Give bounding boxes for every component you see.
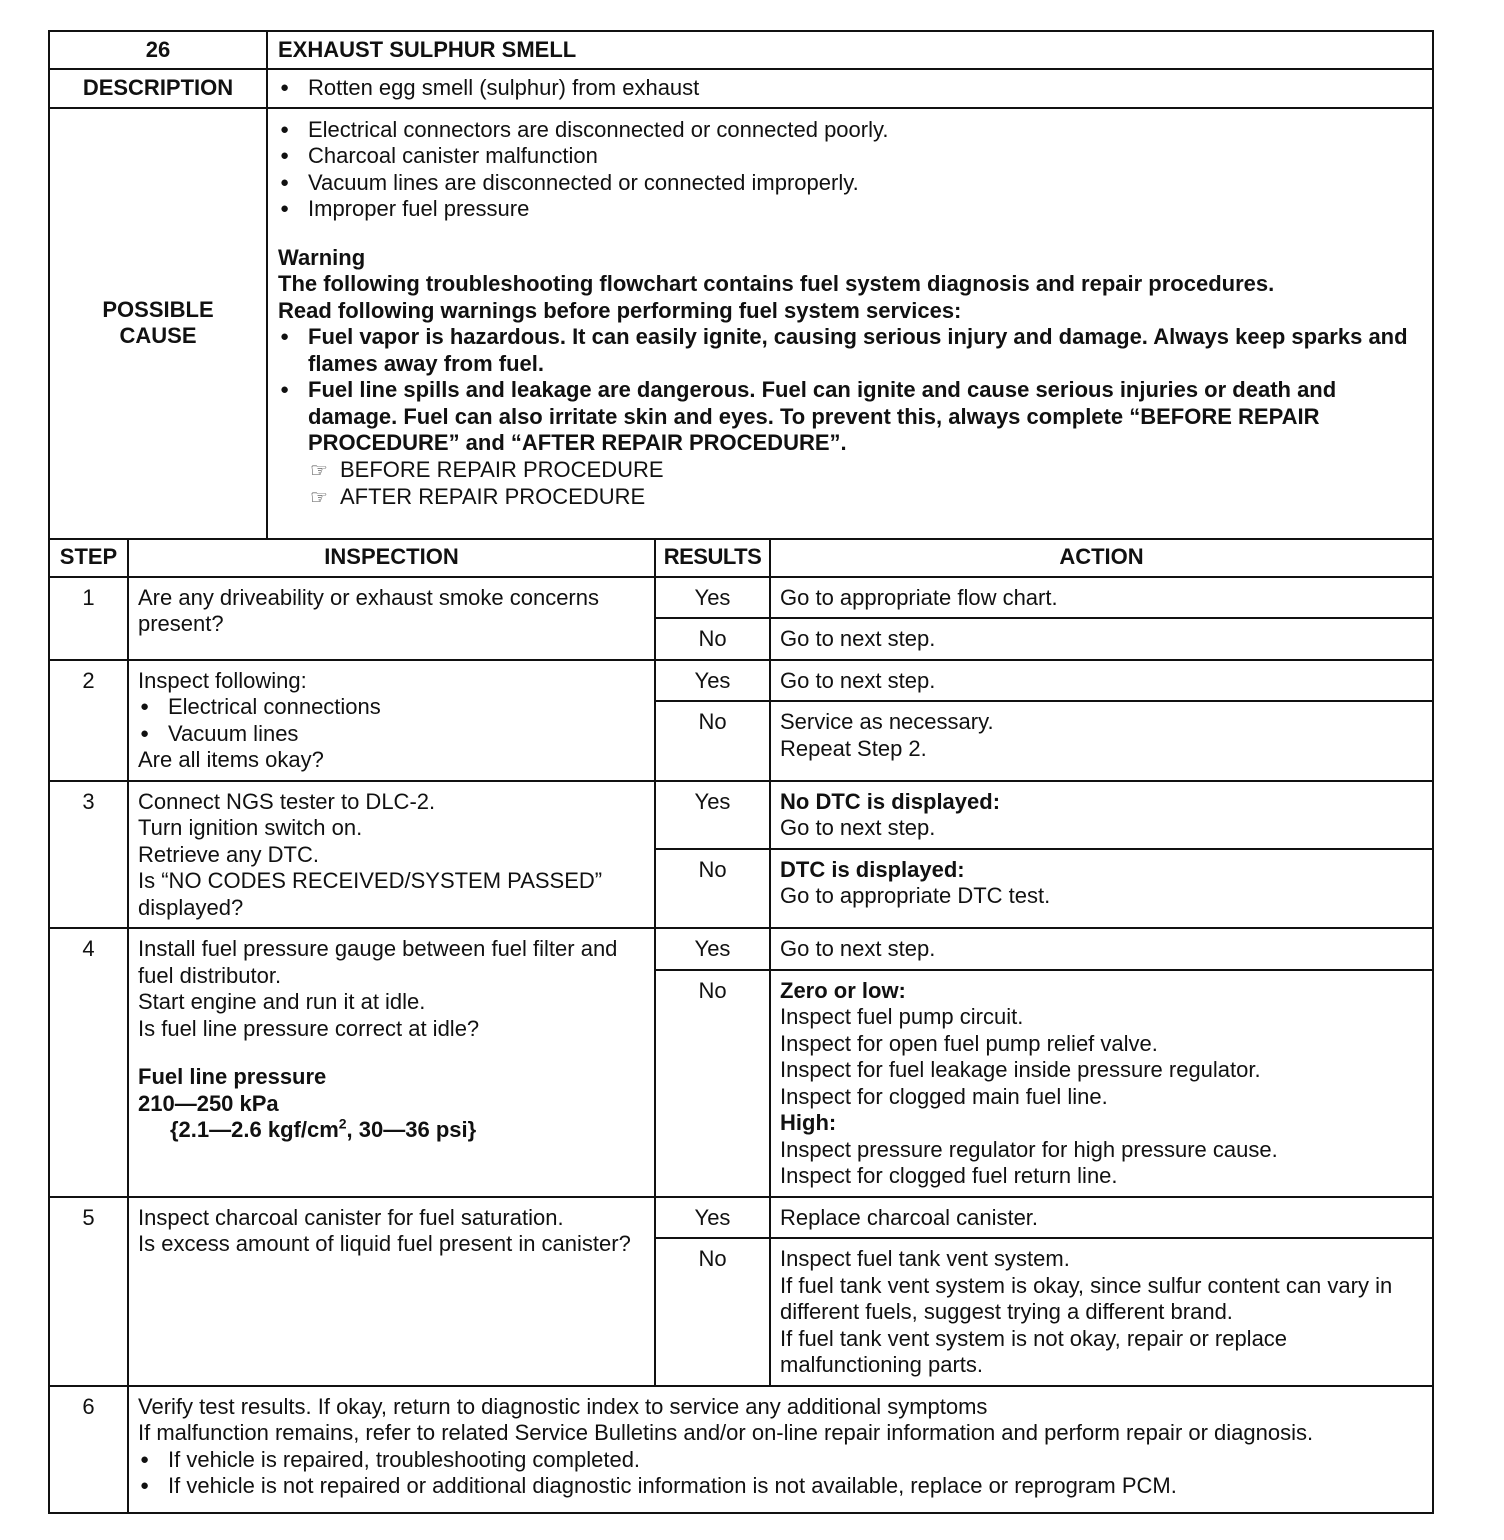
header-table <box>48 30 1434 540</box>
step-6-inspection <box>128 1386 1433 1513</box>
step-number: 4 <box>49 928 128 1197</box>
step-3-yes-row <box>49 781 1433 849</box>
action-line: Inspect fuel pump circuit. <box>780 1004 1024 1029</box>
step-number: 6 <box>49 1386 128 1513</box>
step-number: 1 <box>49 577 128 660</box>
warning-item: ● Fuel vapor is hazardous. It can easily ignite, causing serious injury and damage. Always keep sparks and flames away from fuel. <box>278 324 1422 377</box>
inspection-list <box>138 1447 1424 1500</box>
step-6-row <box>49 1386 1433 1513</box>
inspection-line: Turn ignition switch on. <box>138 815 363 840</box>
possible-cause-label-line-2: CAUSE <box>119 323 197 348</box>
warning-line: Read following warnings before performing fuel system services: <box>278 297 962 323</box>
description-label: DESCRIPTION <box>49 69 267 108</box>
action-line: Inspect for fuel leakage inside pressure regulator. <box>780 1057 1261 1082</box>
inspection-line: Connect NGS tester to DLC-2. <box>138 788 436 814</box>
spec-value: 210—250 kPa <box>138 1090 279 1116</box>
pointing-hand-icon: ☞ <box>310 487 328 509</box>
procedure-number: 26 <box>49 31 267 69</box>
action-line: Go to next step. <box>780 815 936 840</box>
inspection-line: Is excess amount of liquid fuel present in canister? <box>138 1231 631 1256</box>
cause-item: ● Vacuum lines are disconnected or connected improperly. <box>278 170 1422 197</box>
possible-cause-label <box>49 108 267 539</box>
inspection-line: Is fuel line pressure correct at idle? <box>138 1015 480 1041</box>
action-yes: Go to next step. <box>770 660 1433 702</box>
action-no <box>770 970 1433 1197</box>
action-no <box>770 701 1433 781</box>
inspection-line: Is “NO CODES RECEIVED/SYSTEM PASSED” displayed? <box>138 868 603 920</box>
step-1-inspection: Are any driveability or exhaust smoke concerns present? <box>128 577 655 660</box>
warning-item: ● Fuel line spills and leakage are dangerous. Fuel can ignite and cause serious injuries or death and damage. Fuel can also irritate skin and eyes. To prevent this, always complete “BEFORE REPAIR PROCEDURE” and “AFTER REPAIR PROCEDURE”. <box>278 377 1422 457</box>
inspection-line: Install fuel pressure gauge between fuel filter and fuel distributor. <box>138 936 618 988</box>
spec-alt-b: , 30—36 psi} <box>346 1117 477 1142</box>
description-list <box>278 75 1422 102</box>
warning-block <box>278 245 1422 457</box>
action-yes: Go to next step. <box>770 928 1433 970</box>
result-no: No <box>655 849 770 929</box>
result-yes: Yes <box>655 781 770 849</box>
result-yes: Yes <box>655 1197 770 1239</box>
action-line: Inspect fuel tank vent system. <box>780 1246 1070 1271</box>
step-2-yes-row <box>49 660 1433 702</box>
inspection-line: If malfunction remains, refer to related Service Bulletins and/or on-line repair information and perform repair or diagnosis. <box>138 1420 1314 1445</box>
step-5-inspection <box>128 1197 655 1386</box>
step-4-yes-row <box>49 928 1433 970</box>
title-row <box>49 31 1433 69</box>
spec-title: Fuel line pressure <box>138 1064 327 1089</box>
inspection-line: Inspect charcoal canister for fuel saturation. <box>138 1204 564 1230</box>
action-no <box>770 849 1433 929</box>
action-line: Inspect for open fuel pump relief valve. <box>780 1030 1158 1056</box>
inspection-question: Are all items okay? <box>138 747 324 772</box>
cause-list <box>278 117 1422 223</box>
description-row <box>49 69 1433 108</box>
reference-link-after[interactable] <box>278 484 1422 512</box>
action-no: Go to next step. <box>770 618 1433 660</box>
procedure-title: EXHAUST SULPHUR SMELL <box>267 31 1433 69</box>
step-number: 3 <box>49 781 128 929</box>
action-line: If fuel tank vent system is not okay, repair or replace malfunctioning parts. <box>780 1325 1288 1377</box>
cause-item: ● Electrical connectors are disconnected or connected poorly. <box>278 117 1422 144</box>
col-step: STEP <box>49 539 128 577</box>
inspection-item: ● Vacuum lines <box>138 721 646 748</box>
steps-table <box>48 538 1434 1514</box>
step-1-yes-row <box>49 577 1433 619</box>
result-yes: Yes <box>655 928 770 970</box>
step-number: 2 <box>49 660 128 781</box>
possible-cause-cell <box>267 108 1433 539</box>
result-yes: Yes <box>655 660 770 702</box>
step-2-inspection <box>128 660 655 781</box>
result-no: No <box>655 618 770 660</box>
action-line: Service as necessary. <box>780 709 994 734</box>
spec-alt-units <box>138 1117 646 1144</box>
possible-cause-row <box>49 108 1433 539</box>
description-cell <box>267 69 1433 108</box>
possible-cause-label-line-1: POSSIBLE <box>102 296 214 322</box>
action-line: Inspect for clogged main fuel line. <box>780 1083 1108 1109</box>
result-yes: Yes <box>655 577 770 619</box>
action-heading: High: <box>780 1110 837 1135</box>
action-yes: Go to appropriate flow chart. <box>770 577 1433 619</box>
col-action: ACTION <box>770 539 1433 577</box>
action-yes <box>770 781 1433 849</box>
col-inspection: INSPECTION <box>128 539 655 577</box>
warning-line: The following troubleshooting flowchart contains fuel system diagnosis and repair procedures. <box>278 271 1275 296</box>
col-results: RESULTS <box>655 539 770 577</box>
spec-alt-a: {2.1—2.6 kgf/cm <box>170 1117 339 1142</box>
column-header-row <box>49 539 1433 577</box>
inspection-line: Retrieve any DTC. <box>138 841 319 867</box>
action-no <box>770 1238 1433 1386</box>
action-line: If fuel tank vent system is okay, since sulfur content can vary in different fuels, suggest trying a different brand. <box>780 1272 1393 1324</box>
action-yes: Replace charcoal canister. <box>770 1197 1433 1239</box>
inspection-line: Start engine and run it at idle. <box>138 989 426 1014</box>
inspection-list <box>138 694 646 747</box>
step-3-inspection <box>128 781 655 929</box>
action-line: Inspect for clogged fuel return line. <box>780 1163 1118 1188</box>
reference-link-before[interactable] <box>278 457 1422 485</box>
action-heading: No DTC is displayed: <box>780 788 1001 814</box>
step-4-inspection <box>128 928 655 1197</box>
step-5-yes-row <box>49 1197 1433 1239</box>
action-line: Inspect pressure regulator for high pressure cause. <box>780 1136 1278 1162</box>
cause-item: ● Improper fuel pressure <box>278 196 1422 223</box>
warning-title: Warning <box>278 244 366 270</box>
pointing-hand-icon: ☞ <box>310 459 328 482</box>
result-no: No <box>655 701 770 781</box>
description-item: ● Rotten egg smell (sulphur) from exhaust <box>278 75 1422 102</box>
result-no: No <box>655 970 770 1197</box>
warning-list <box>278 324 1422 457</box>
cause-item: ● Charcoal canister malfunction <box>278 143 1422 170</box>
action-heading: DTC is displayed: <box>780 856 965 882</box>
inspection-line: Verify test results. If okay, return to diagnostic index to service any additional symptoms <box>138 1393 988 1419</box>
step-number: 5 <box>49 1197 128 1386</box>
troubleshooting-sheet <box>48 30 1432 1514</box>
inspection-item: ● Electrical connections <box>138 694 646 721</box>
reference-label: AFTER REPAIR PROCEDURE <box>340 484 646 509</box>
spec-alt-sup: 2 <box>338 1115 347 1132</box>
action-line: Repeat Step 2. <box>780 735 927 761</box>
inspection-line: Inspect following: <box>138 667 307 693</box>
result-no: No <box>655 1238 770 1386</box>
reference-label: BEFORE REPAIR PROCEDURE <box>340 456 664 482</box>
inspection-item: ● If vehicle is not repaired or additional diagnostic information is not available, replace or reprogram PCM. <box>138 1473 1424 1500</box>
action-heading: Zero or low: <box>780 977 906 1003</box>
action-line: Go to appropriate DTC test. <box>780 883 1051 908</box>
inspection-item: ● If vehicle is repaired, troubleshooting completed. <box>138 1447 1424 1474</box>
